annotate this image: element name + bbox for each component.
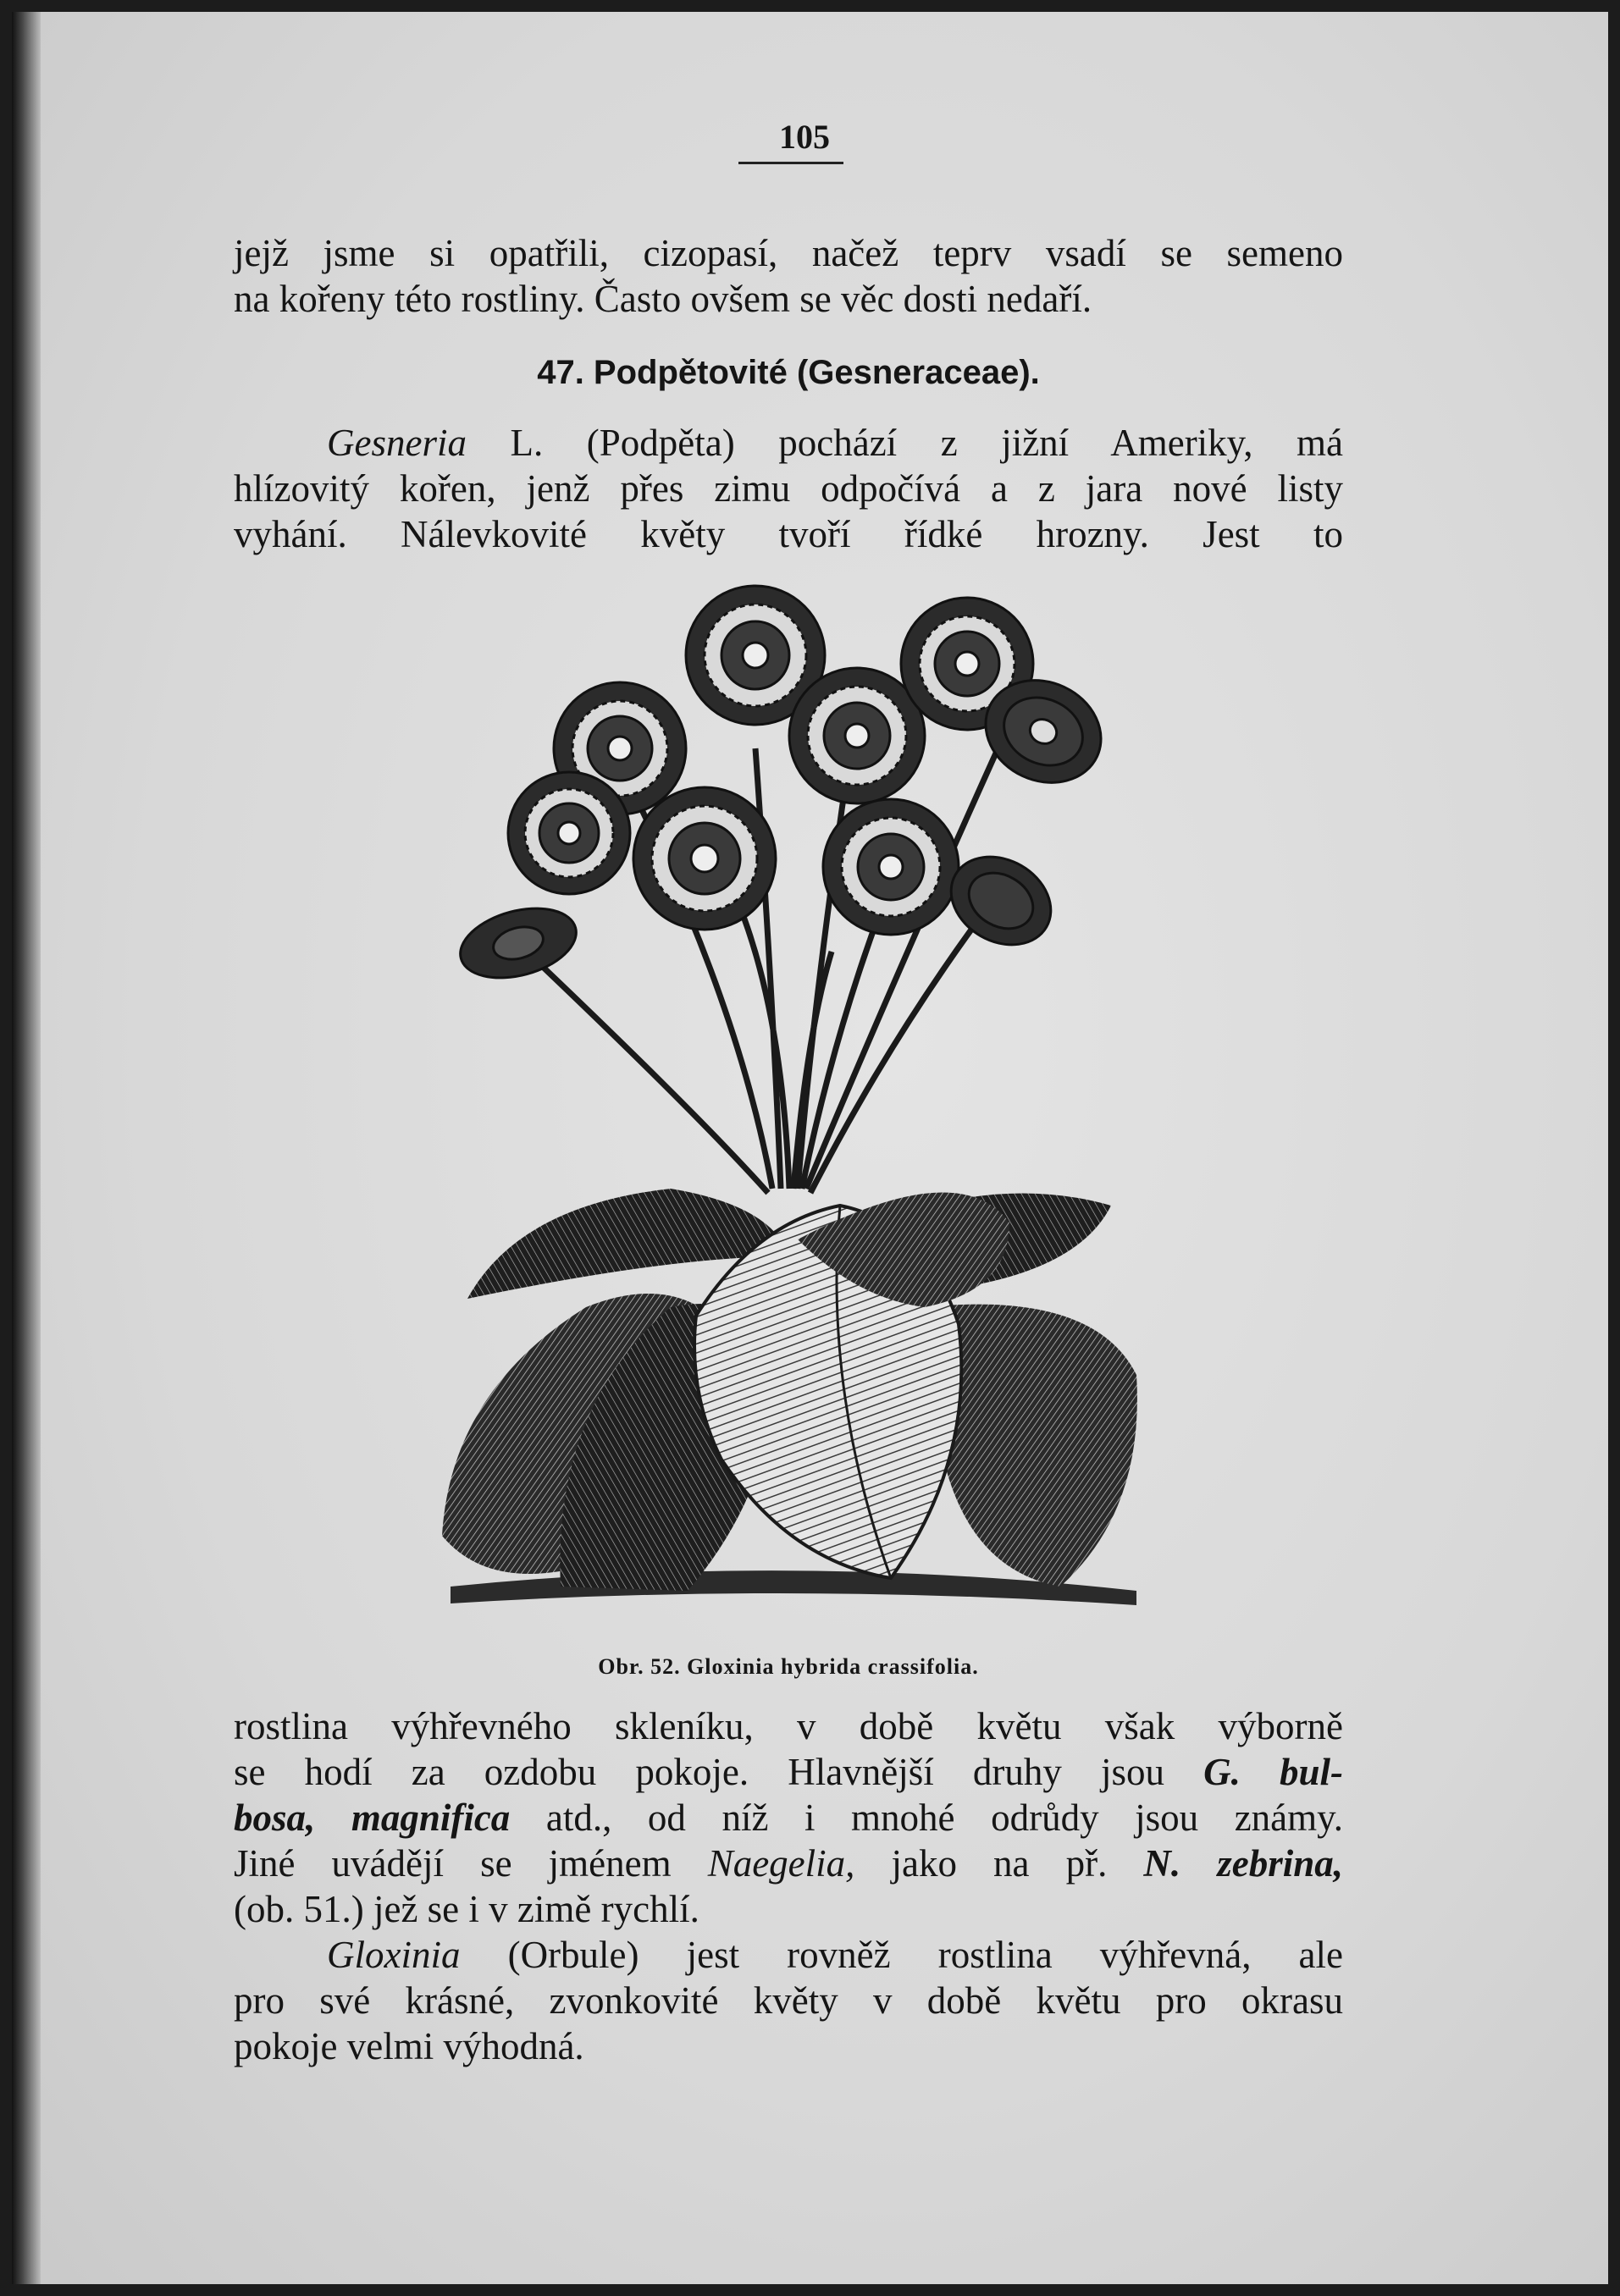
- text-line: jejž jsme si opatřili, cizopasí, načež teprv vsadí se semeno: [234, 232, 1343, 274]
- species-name: G. bul-: [1203, 1751, 1343, 1793]
- gesneria-paragraph: [234, 420, 1343, 557]
- text-line: vyhání. Nálevkovité květy tvoří řídké hrozny. Jest to: [234, 513, 1343, 555]
- species-name: N. zebrina,: [1143, 1842, 1344, 1885]
- gloxinia-plant-engraving: [417, 562, 1162, 1637]
- page-number-rule: [738, 162, 843, 164]
- genus-name: Naegelia,: [707, 1842, 855, 1885]
- text-line: (ob. 51.) jež se i v zimě rychlí.: [234, 1888, 699, 1930]
- figure-caption: Obr. 52. Gloxinia hybrida crassifolia.: [598, 1654, 979, 1679]
- page-number: 105: [779, 118, 830, 156]
- text-line: se hodí za ozdobu pokoje. Hlavnější druhy jsou G. bul-: [234, 1751, 1343, 1793]
- continuation-paragraph: [234, 1703, 1343, 1932]
- text-line: pokoje velmi výhodná.: [234, 2025, 584, 2067]
- genus-name: Gesneria: [327, 422, 467, 464]
- text-line: na kořeny této rostliny. Často ovšem se věc dosti nedaří.: [234, 278, 1092, 320]
- text-line: Gloxinia (Orbule) jest rovněž rostlina výhřevná, ale: [327, 1934, 1343, 1976]
- text-line: bosa, magnifica atd., od níž i mnohé odrůdy jsou známy.: [234, 1797, 1343, 1839]
- section-heading: 47. Podpětovité (Gesneraceae).: [537, 354, 1040, 391]
- genus-name: Gloxinia: [327, 1934, 461, 1976]
- gloxinia-paragraph: [234, 1932, 1343, 2069]
- text-line: hlízovitý kořen, jenž přes zimu odpočívá a z jara nové listy: [234, 467, 1343, 510]
- text-line: Gesneria L. (Podpěta) pochází z jižní Ameriky, má: [327, 422, 1344, 464]
- species-name: bosa, magnifica: [234, 1797, 511, 1839]
- text-line: Jiné uvádějí se jménem Naegelia, jako na př. N. zebrina,: [234, 1842, 1344, 1885]
- page-binding-edge: [12, 12, 41, 2284]
- text-line: pro své krásné, zvonkovité květy v době květu pro okrasu: [234, 1979, 1343, 2022]
- text-line: rostlina výhřevného skleníku, v době květu však výborně: [234, 1705, 1343, 1747]
- book-page: [12, 12, 1608, 2284]
- top-paragraph: [234, 230, 1343, 322]
